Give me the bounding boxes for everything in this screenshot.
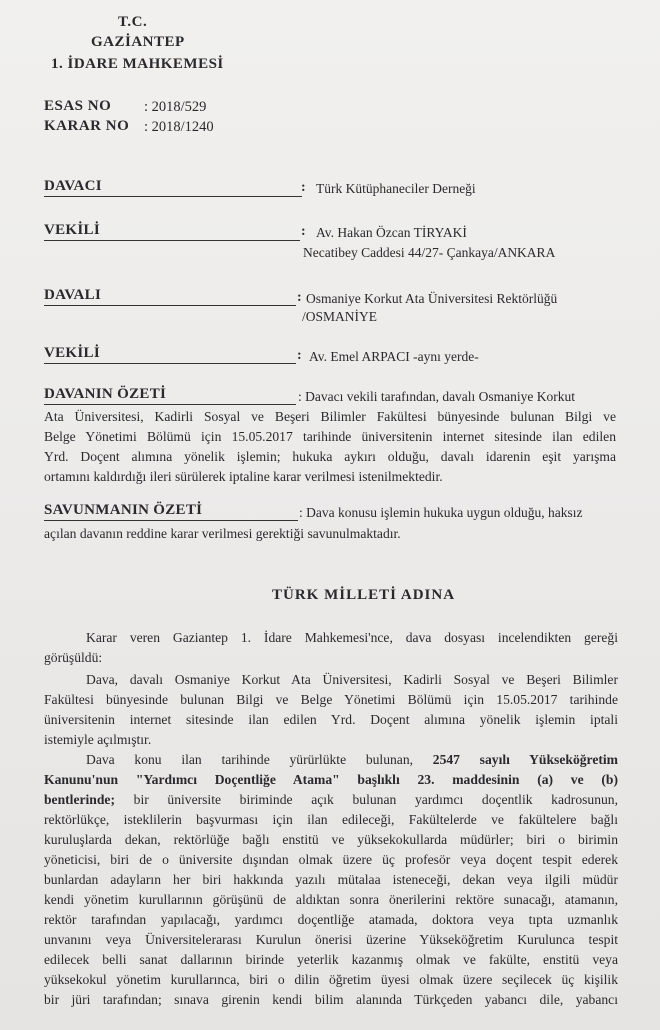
davaci-underline (44, 196, 302, 197)
verdict-p3-first-plain: Dava konu ilan tarihinde yürürlükte bulunan, (86, 752, 414, 767)
verdict-p1-line-1: görüşüldü: (44, 650, 103, 665)
dava-summary-line-0: : Davacı vekili tarafından, davalı Osmaniye Korkut (298, 389, 576, 404)
verdict-p3-line-3: rektörlükçe, isteklilerin başvurması için ilan edileceği, Fakültelerde ve fakültelere bağlı (44, 812, 618, 827)
verdict-paragraph-2 (44, 670, 618, 750)
vekili2-label: VEKİLİ (44, 345, 100, 361)
verdict-p2-line-1: Fakültesi bünyesinde bulunan Bilgi ve Belge Yönetimi Bölümü için 15.05.2017 tarihinde (44, 692, 618, 707)
dava-summary-line-3: Yrd. Doçent alımına yönelik işlemin; hukuka aykırı olduğu, davalı idarenin eşit yarışma (44, 449, 616, 464)
verdict-p3-third-plain: bir üniversite biriminde açık bulunan yardımcı doçentlik kadrosunun, (133, 792, 619, 807)
savunma-summary-underline (44, 520, 298, 521)
verdict-paragraph-1 (44, 628, 618, 668)
davaci-label: DAVACI (44, 178, 102, 194)
verdict-p2-line-0: Dava, davalı Osmaniye Korkut Ata Üniversitesi, Kadirli Sosyal ve Beşeri Bilimler (86, 672, 618, 687)
verdict-paragraph-3 (44, 750, 618, 1010)
verdict-p3-line-2 (44, 790, 618, 810)
dava-summary-line-4: ortamını kaldırdığı ileri sürülerek iptaline karar verilmesi istenilmektedir. (44, 469, 443, 484)
dava-summary-underline (44, 404, 296, 405)
karar-label: KARAR NO (44, 118, 130, 134)
dava-summary-line-1: Ata Üniversitesi, Kadirli Sosyal ve Beşeri Bilimler Fakültesi bünyesinde bulunan Bilgi ve (44, 409, 616, 424)
verdict-p3-line-4: kuruluşlarda dekan, rektörlüğe bağlı enstitü ve yüksekokullarda müdürler; biri o birimin (44, 832, 618, 847)
header-court: 1. İDARE MAHKEMESİ (51, 56, 224, 72)
savunma-summary-line-0: : Dava konusu işlemin hukuka uygun olduğu, haksız (299, 505, 583, 520)
vekili2-colon: : (297, 348, 302, 363)
verdict-p3-line-8: rektör tarafından yapılacağı, yardımcı doçentliğe atamada, doktora veya tıpta uzmanlık (44, 912, 618, 927)
verdict-p3-line-0 (44, 750, 618, 770)
verdict-p3-line-6: bunlardan adayların her biri hakkında yazılı mütalaa isteneceği, dekan veya ilgili müdür (44, 872, 618, 887)
vekili1-label: VEKİLİ (44, 222, 100, 238)
verdict-p3-second-bold: Kanunu'nun "Yardımcı Doçentliğe Atama" başlıklı 23. maddesinin (a) ve (b) (44, 772, 618, 787)
davaci-colon: : (301, 180, 306, 195)
verdict-p1-line-0: Karar veren Gaziantep 1. İdare Mahkemesi'nce, dava dosyası incelendikten gereği (86, 630, 618, 645)
davali-underline (44, 305, 296, 306)
verdict-p3-line-10: edilecek belli sanat dallarının birinde yeterlik kazanmış olmak ve fakülte, enstitü veya (44, 952, 618, 967)
verdict-p3-line-11: yüksekokul yönetim kurullarınca, biri o dilin öğretim üyesi olmak üzere seçilecek üç kişilik (44, 972, 618, 987)
dava-summary-label: DAVANIN ÖZETİ (44, 386, 167, 402)
verdict-p3-line-1 (44, 770, 618, 790)
vekili1-underline (44, 240, 300, 241)
davali-value: Osmaniye Korkut Ata Üniversitesi Rektörlüğü (306, 291, 558, 306)
savunma-summary-line-1: açılan davanın reddine karar verilmesi gerektiği savunulmaktadır. (44, 526, 401, 541)
davali-colon: : (297, 290, 302, 305)
vekili2-underline (44, 363, 296, 364)
verdict-p3-third-bold: bentlerinde; (44, 792, 115, 807)
esas-value: : 2018/529 (144, 99, 207, 115)
header-tc: T.C. (118, 14, 148, 30)
davali-value-city: /OSMANİYE (302, 309, 378, 324)
davaci-value: Türk Kütüphaneciler Derneği (316, 181, 476, 196)
vekili1-colon: : (301, 224, 306, 239)
verdict-p3-first-bold: 2547 sayılı Yükseköğretim (432, 752, 618, 767)
vekili1-value: Av. Hakan Özcan TİRYAKİ (316, 225, 467, 240)
vekili2-value: Av. Emel ARPACI -aynı yerde- (309, 349, 479, 364)
dava-summary-text (44, 407, 616, 487)
savunma-summary-text (44, 524, 616, 544)
davali-label: DAVALI (44, 287, 102, 303)
savunma-summary-label: SAVUNMANIN ÖZETİ (44, 502, 203, 518)
esas-label: ESAS NO (44, 98, 112, 114)
header-city: GAZİANTEP (91, 34, 185, 50)
verdict-p3-line-7: kendi yönetim kurullarının görüşünü de aldıktan sonra önerilerini rektöre sunacağı, atamanın, (44, 892, 618, 907)
verdict-p2-line-3: istemiyle açılmıştır. (44, 732, 152, 747)
verdict-p3-line-12: bir jüri tarafından; sınava girenin kendi bilim alanında Türkçeden yabancı dile, yabancı (44, 992, 618, 1007)
dava-summary-line-2: Belge Yönetimi Bölümü için 15.05.2017 tarihinde üniversitenin internet sitesinde ilan edilen (44, 429, 616, 444)
vekili1-address: Necatibey Caddesi 44/27- Çankaya/ANKARA (303, 245, 556, 260)
verdict-p3-line-9: unvanını veya Üniversitelerarası Kurulun önerisi üzerine Yükseköğretim Kurulunca tespit (44, 932, 618, 947)
verdict-p2-line-2: üniversitenin internet sitesinde ilan edilen Yrd. Doçent alımına yönelik işlemin iptali (44, 712, 618, 727)
karar-value: : 2018/1240 (144, 119, 214, 135)
verdict-title: TÜRK MİLLETİ ADINA (272, 587, 456, 603)
verdict-p3-line-5: yöneticisi, biri de o üniversite dışından olmak üzere üç profesör veya doçent tespit ederek (44, 852, 618, 867)
